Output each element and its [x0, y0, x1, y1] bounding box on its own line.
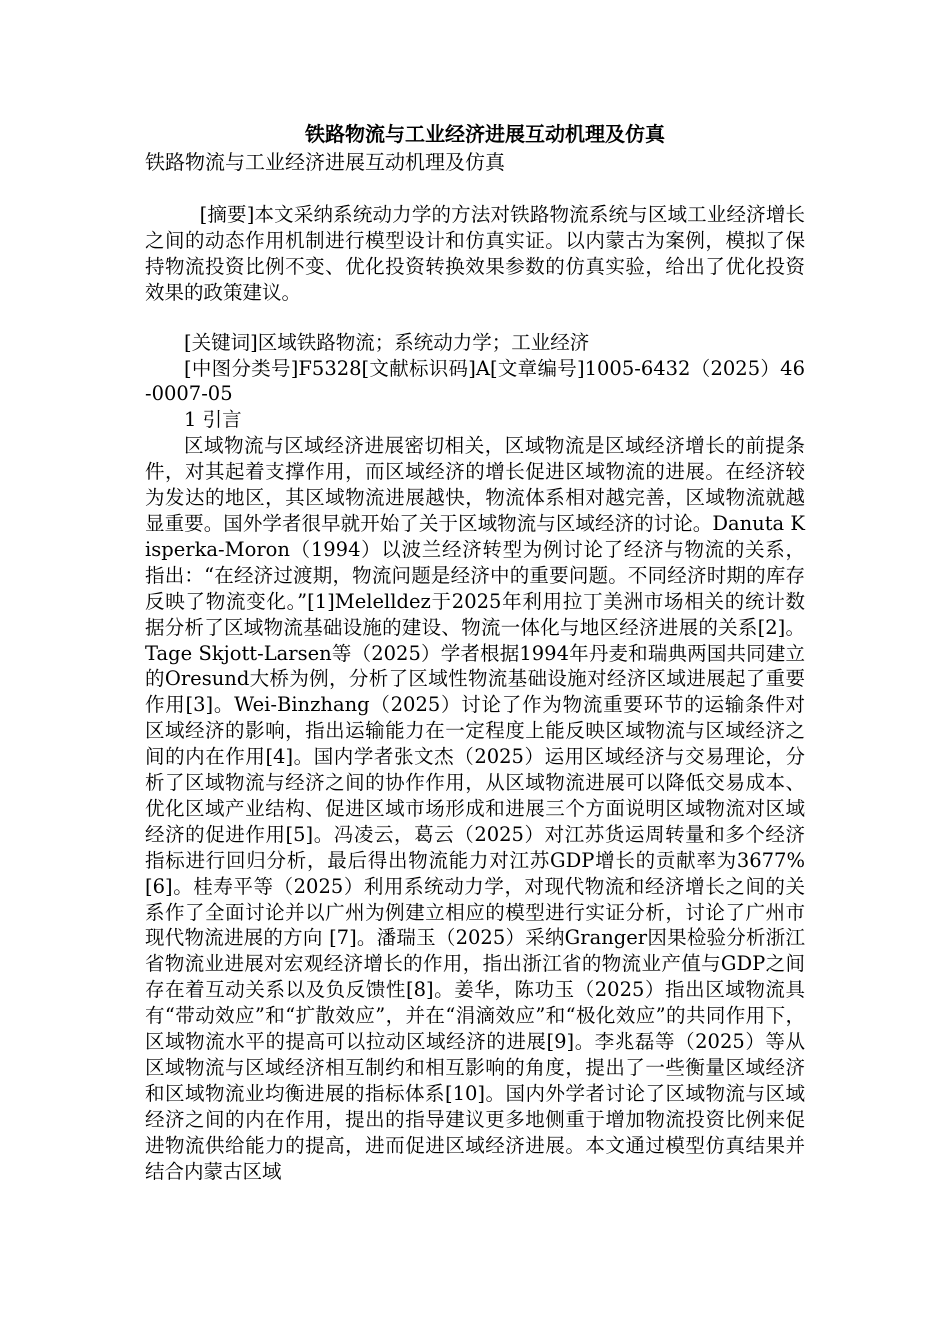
- document-title: 铁路物流与工业经济进展互动机理及仿真: [305, 122, 665, 146]
- intro-paragraph: 区域物流与区域经济进展密切相关，区域物流是区域经济增长的前提条件，对其起着支撑作用，而区域经济的增长促进区域物流的进展。在经济较为发达的地区，其区域物流进展越快，物流体系相对越完善，区域物流就越显重要。国外学者很早就开始了关于区域物流与区域经济的讨论。Danuta Kisperka-Moron（1994）以波兰经济转型为例讨论了经济与物流的关系，指出：“在经济过渡期，物流问题是经济中的重要问题。不同经济时期的库存反映了物流变化。”[1]Melelldez于2025年利用拉丁美洲市场相关的统计数据分析了区域物流基础设施的建设、物流一体化与地区经济进展的关系[2]。Tage Skjott-Larsen等（2025）学者根据1994年丹麦和瑞典两国共同建立的Oresund大桥为例，分析了区域性物流基础设施对经济区域进展起了重要作用[3]。Wei-Binzhang（2025）讨论了作为物流重要环节的运输条件对区域经济的影响，指出运输能力在一定程度上能反映区域物流与区域经济之间的内在作用[4]。国内学者张文杰（2025）运用区域经济与交易理论，分析了区域物流与经济之间的协作作用，从区域物流进展可以降低交易成本、优化区域产业结构、促进区域市场形成和进展三个方面说明区域物流对区域经济的促进作用[5]。冯凌云，葛云（2025）对江苏货运周转量和多个经济指标进行回归分析，最后得出物流能力对江苏GDP增长的贡献率为3677%[6]。桂寿平等（2025）利用系统动力学，对现代物流和经济增长之间的关系作了全面讨论并以广州为例建立相应的模型进行实证分析，讨论了广州市现代物流进展的方向 [7]。潘瑞玉（2025）采纳Granger因果检验分析浙江省物流业进展对宏观经济增长的作用，指出浙江省的物流业产值与GDP之间存在着互动关系以及负反馈性[8]。姜华，陈功玉（2025）指出区域物流具有“带动效应”和“扩散效应”，并在“涓滴效应”和“极化效应”的共同作用下，区域物流水平的提高可以拉动区域经济的进展[9]。李兆磊等（2025）等从区域物流与区域经济相互制约和相互影响的角度，提出了一些衡量区域经济和区域物流业均衡进展的指标体系[10]。国内外学者讨论了区域物流与区域经济之间的内在作用，提出的指导建议更多地侧重于增加物流投资比例来促进物流供给能力的提高，进而促进区域经济进展。本文通过模型仿真结果并结合内蒙古区域: [145, 434, 805, 1183]
- section-heading: 1 引言: [184, 408, 242, 432]
- document-subtitle: 铁路物流与工业经济进展互动机理及仿真: [145, 150, 505, 174]
- abstract-paragraph: [摘要]本文采纳系统动力学的方法对铁路物流系统与区域工业经济增长之间的动态作用机制进行模型设计和仿真实证。以内蒙古为案例，模拟了保持物流投资比例不变、优化投资转换效果参数的仿真实验，给出了优化投资效果的政策建议。: [145, 203, 805, 304]
- document-page: [145, 120, 805, 1185]
- classification-line: [中图分类号]F5328[文献标识码]A[文章编号]1005-6432（2025）46-0007-05: [145, 356, 805, 406]
- keywords-line: [关键词]区域铁路物流；系统动力学；工业经济: [184, 330, 590, 354]
